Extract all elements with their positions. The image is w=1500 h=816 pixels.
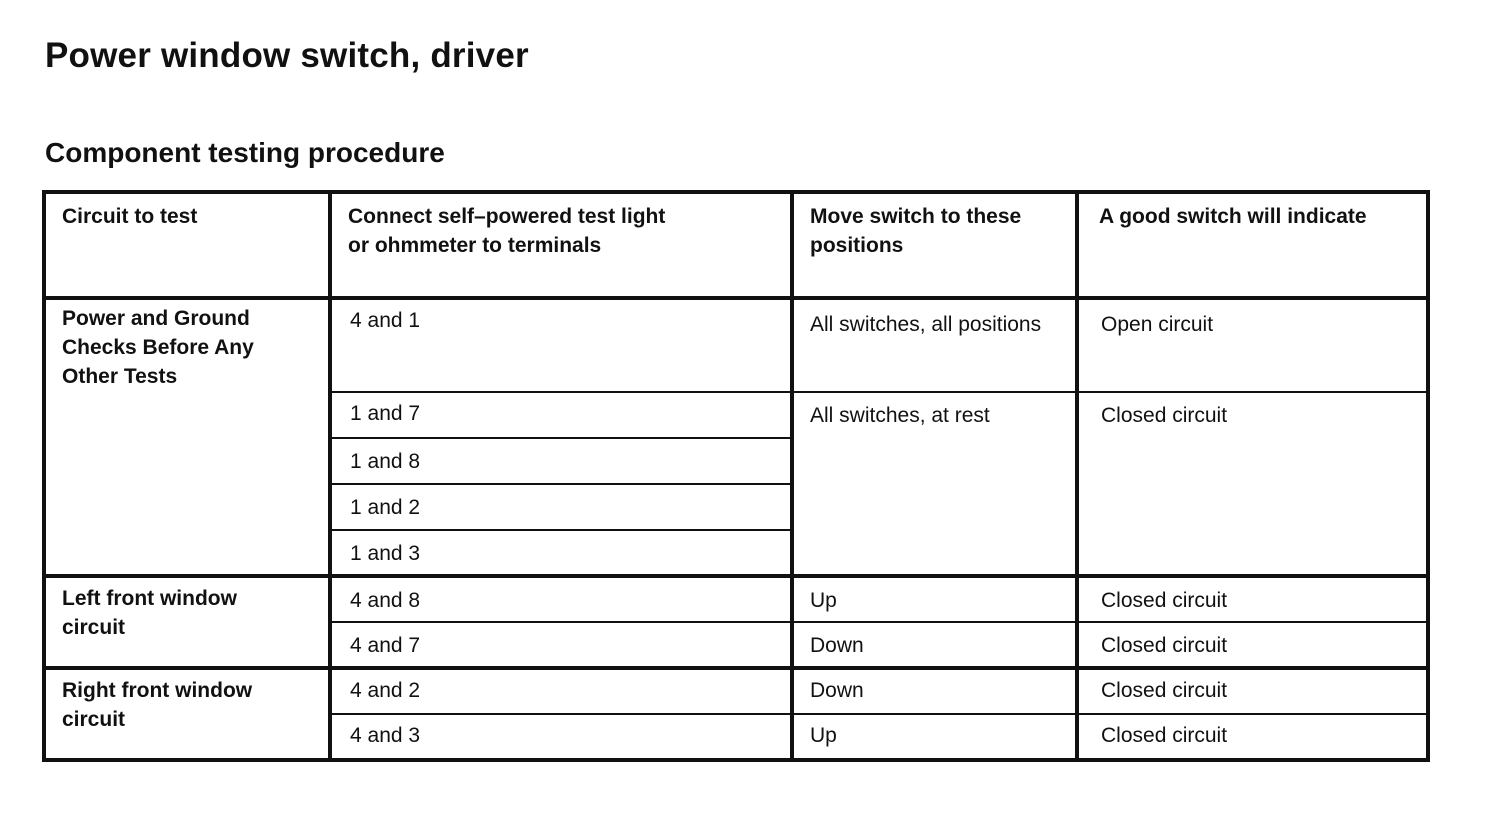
position-cell: Down	[792, 622, 1077, 668]
table-header-row	[44, 192, 1428, 298]
terminals-cell: 4 and 1	[330, 298, 792, 392]
terminals-cell: 1 and 2	[330, 484, 792, 530]
indicate-cell: Closed circuit	[1077, 714, 1428, 760]
position-cell: All switches, at rest	[792, 392, 1077, 576]
indicate-cell: Closed circuit	[1077, 392, 1428, 576]
terminals-cell: 4 and 3	[330, 714, 792, 760]
indicate-cell: Closed circuit	[1077, 622, 1428, 668]
terminals-cell: 4 and 7	[330, 622, 792, 668]
indicate-cell: Open circuit	[1077, 298, 1428, 392]
section-subtitle: Component testing procedure	[45, 137, 445, 168]
position-cell: Down	[792, 668, 1077, 714]
terminals-cell: 1 and 7	[330, 392, 792, 438]
terminals-cell: 1 and 8	[330, 438, 792, 484]
terminals-cell: 4 and 2	[330, 668, 792, 714]
indicate-cell: Closed circuit	[1077, 668, 1428, 714]
circuit-power-ground: Power and Ground Checks Before Any Other Tests	[44, 298, 330, 576]
position-cell: All switches, all positions	[792, 298, 1077, 392]
table-row	[44, 576, 1428, 622]
header-positions: Move switch to these positions	[792, 192, 1077, 298]
component-testing-table	[42, 190, 1430, 762]
circuit-left-front-window: Left front window circuit	[44, 576, 330, 668]
header-circuit-to-test: Circuit to test	[44, 192, 330, 298]
position-cell: Up	[792, 714, 1077, 760]
terminals-cell: 1 and 3	[330, 530, 792, 576]
table-row	[44, 298, 1428, 392]
header-indicate: A good switch will indicate	[1077, 192, 1428, 298]
table-row	[44, 668, 1428, 714]
header-terminals: Connect self–powered test light or ohmmeter to terminals	[330, 192, 792, 298]
position-cell: Up	[792, 576, 1077, 622]
terminals-cell: 4 and 8	[330, 576, 792, 622]
indicate-cell: Closed circuit	[1077, 576, 1428, 622]
page-title: Power window switch, driver	[45, 36, 529, 75]
circuit-right-front-window: Right front window circuit	[44, 668, 330, 760]
